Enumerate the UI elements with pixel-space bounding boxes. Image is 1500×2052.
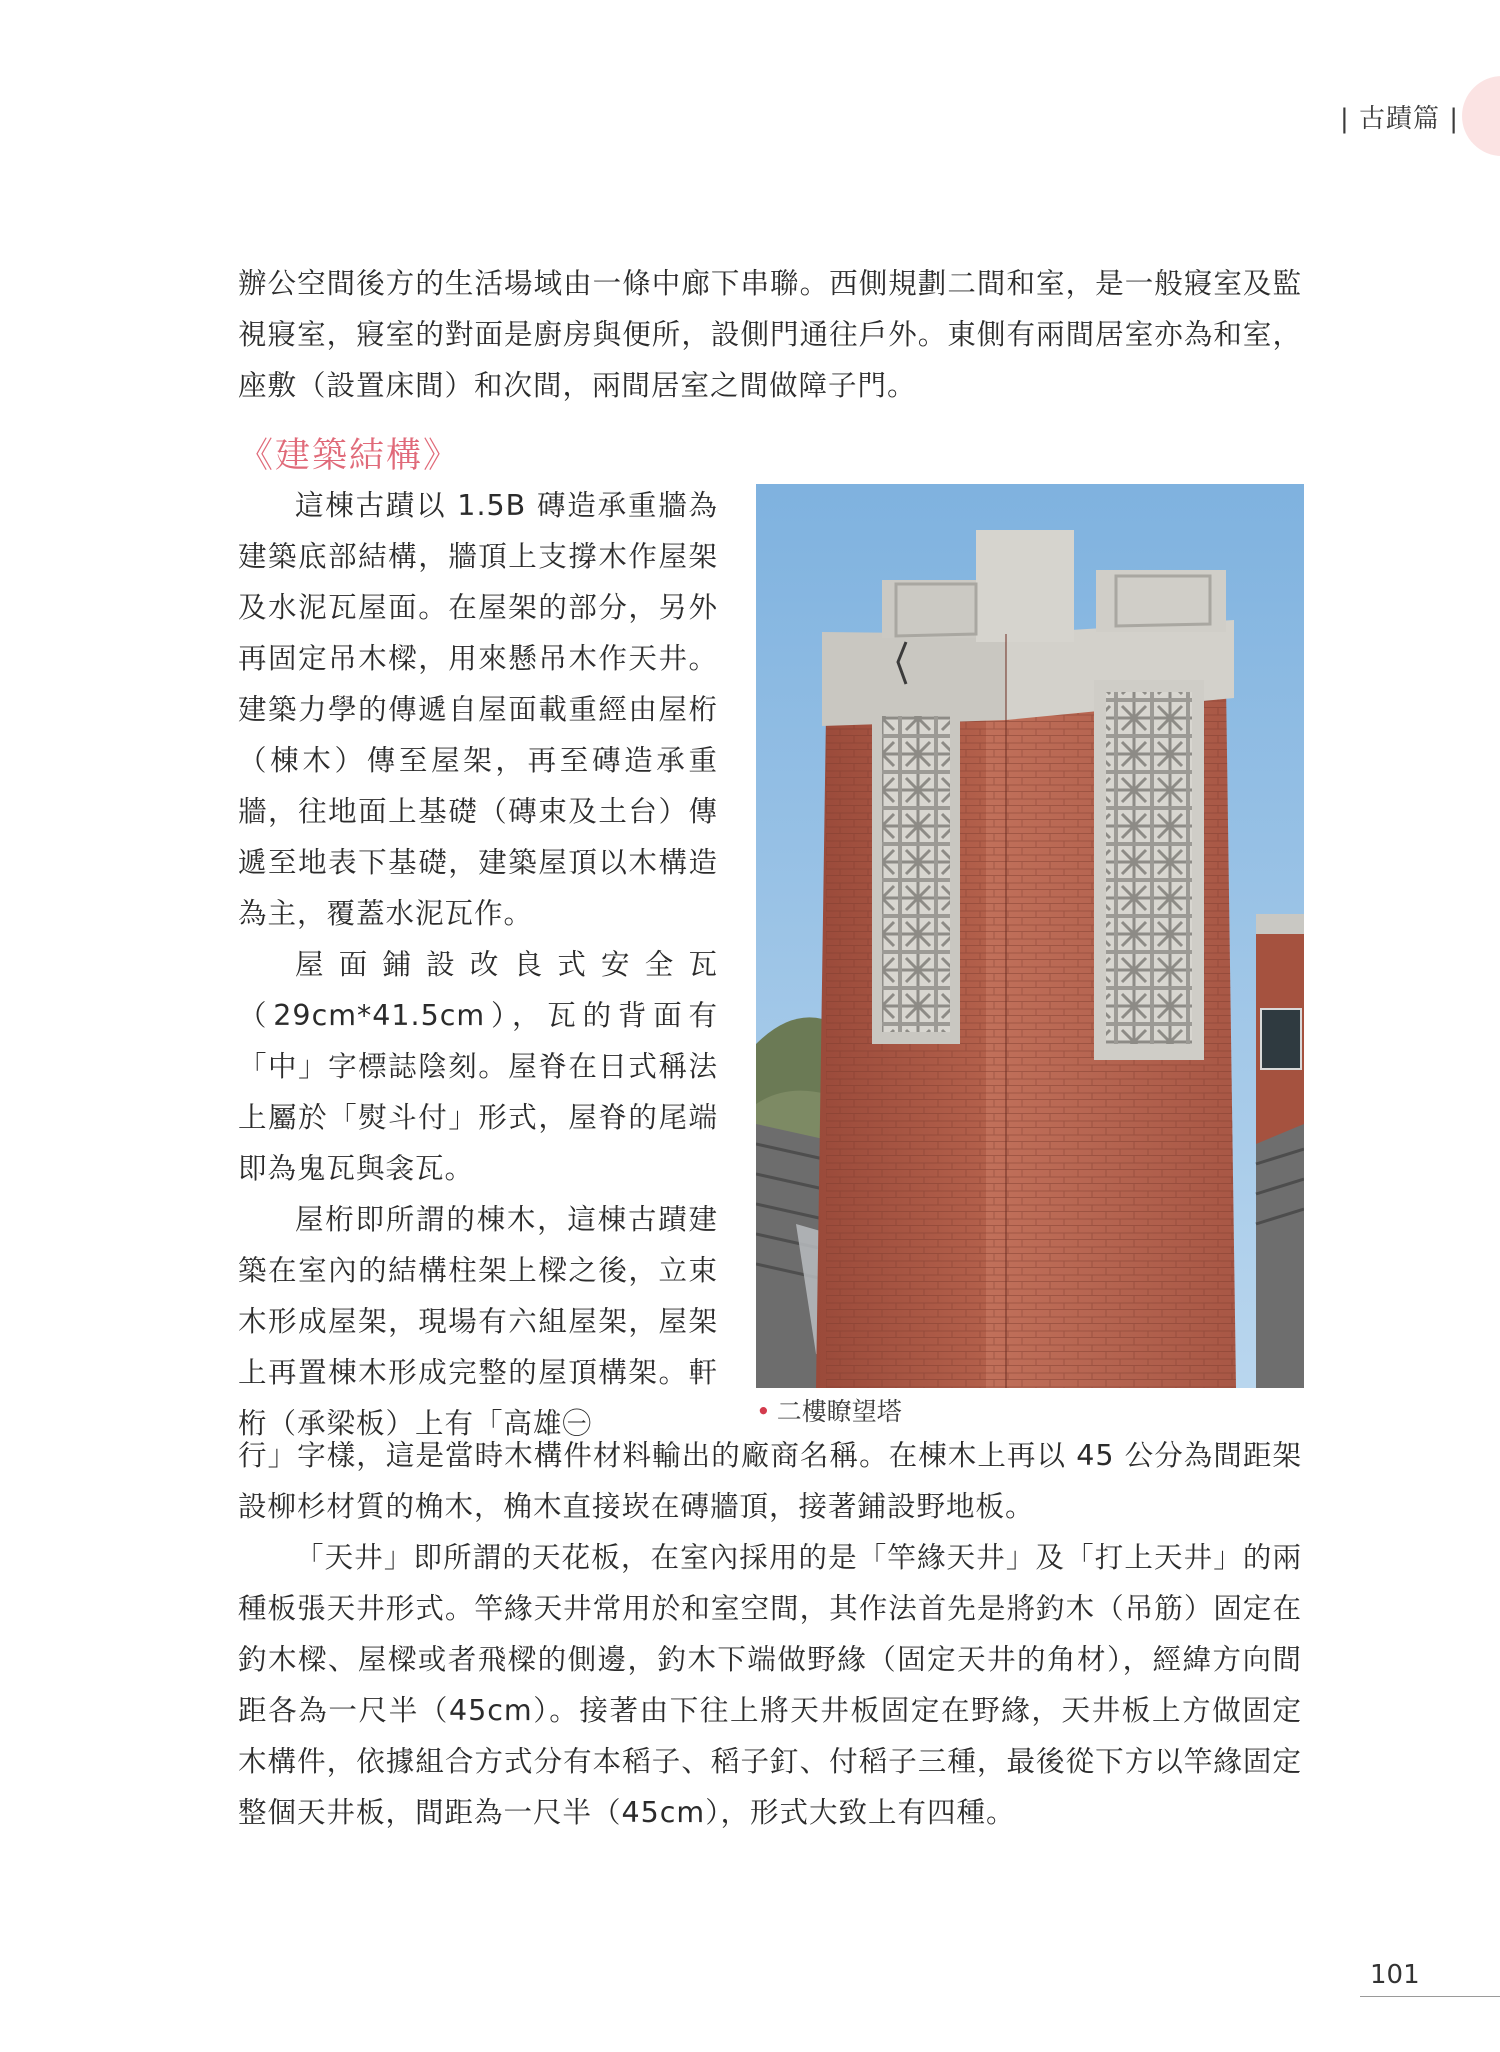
corner-tab-decoration [1462,76,1500,156]
caption-bullet-icon: • [756,1397,771,1426]
page-number: 101 [1370,1960,1420,1990]
section-tag: | 古蹟篇 | [1340,104,1460,134]
section-heading: 《建築結構》 [238,436,461,476]
paragraph-roof-tiles: 屋面鋪設改良式安全瓦（29cm*41.5cm），瓦的背面有「中」字標誌陰刻。屋脊在日式稱法上屬於「熨斗付」形式，屋脊的尾端即為鬼瓦與衾瓦。 [238,948,718,1185]
caption-text: 二樓瞭望塔 [776,1397,902,1426]
continuation-paragraph: 行」字樣，這是當時木構件材料輸出的廠商名稱。在棟木上再以 45 公分為間距架設柳杉材質的桷木，桷木直接崁在磚牆頂，接著鋪設野地板。 [238,1439,1302,1523]
intro-paragraph: 辦公空間後方的生活場域由一條中廊下串聯。西側規劃二間和室，是一般寢室及監視寢室，寢室的對面是廚房與便所，設側門通往戶外。東側有兩間居室亦為和室，座敷（設置床間）和次間，兩間居室之間做障子門。 [238,267,1302,402]
paragraph-structure: 這棟古蹟以 1.5B 磚造承重牆為建築底部結構，牆頂上支撐木作屋架及水泥瓦屋面。在屋架的部分，另外再固定吊木樑，用來懸吊木作天井。建築力學的傳遞自屋面載重經由屋桁（棟木）傳至屋架，再至磚造承重牆，往地面上基礎（磚束及土台）傳遞至地表下基礎，建築屋頂以木構造為主，覆蓋水泥瓦作。 [238,489,718,930]
photo-caption [756,1392,902,1428]
ceiling-paragraph: 「天井」即所謂的天花板，在室內採用的是「竿緣天井」及「打上天井」的兩種板張天井形式。竿緣天井常用於和室空間，其作法首先是將釣木（吊筋）固定在釣木樑、屋樑或者飛樑的側邊，釣木下端做野緣（固定天井的角材），經緯方向間距各為一尺半（45cm）。接著由下往上將天井板固定在野緣，天井板上方做固定木構件，依據組合方式分有本稻子、稻子釘、付稻子三種，最後從下方以竿緣固定整個天井板，間距為一尺半（45cm），形式大致上有四種。 [238,1541,1302,1829]
tower-photo [756,484,1304,1388]
left-text-column [238,480,718,1449]
footer-divider [1360,1996,1500,1997]
paragraph-purlin: 屋桁即所謂的棟木，這棟古蹟建築在室內的結構柱架上樑之後，立束木形成屋架，現場有六組屋架，屋架上再置棟木形成完整的屋頂構架。軒桁（承梁板）上有「高雄㊀ [238,1203,718,1440]
